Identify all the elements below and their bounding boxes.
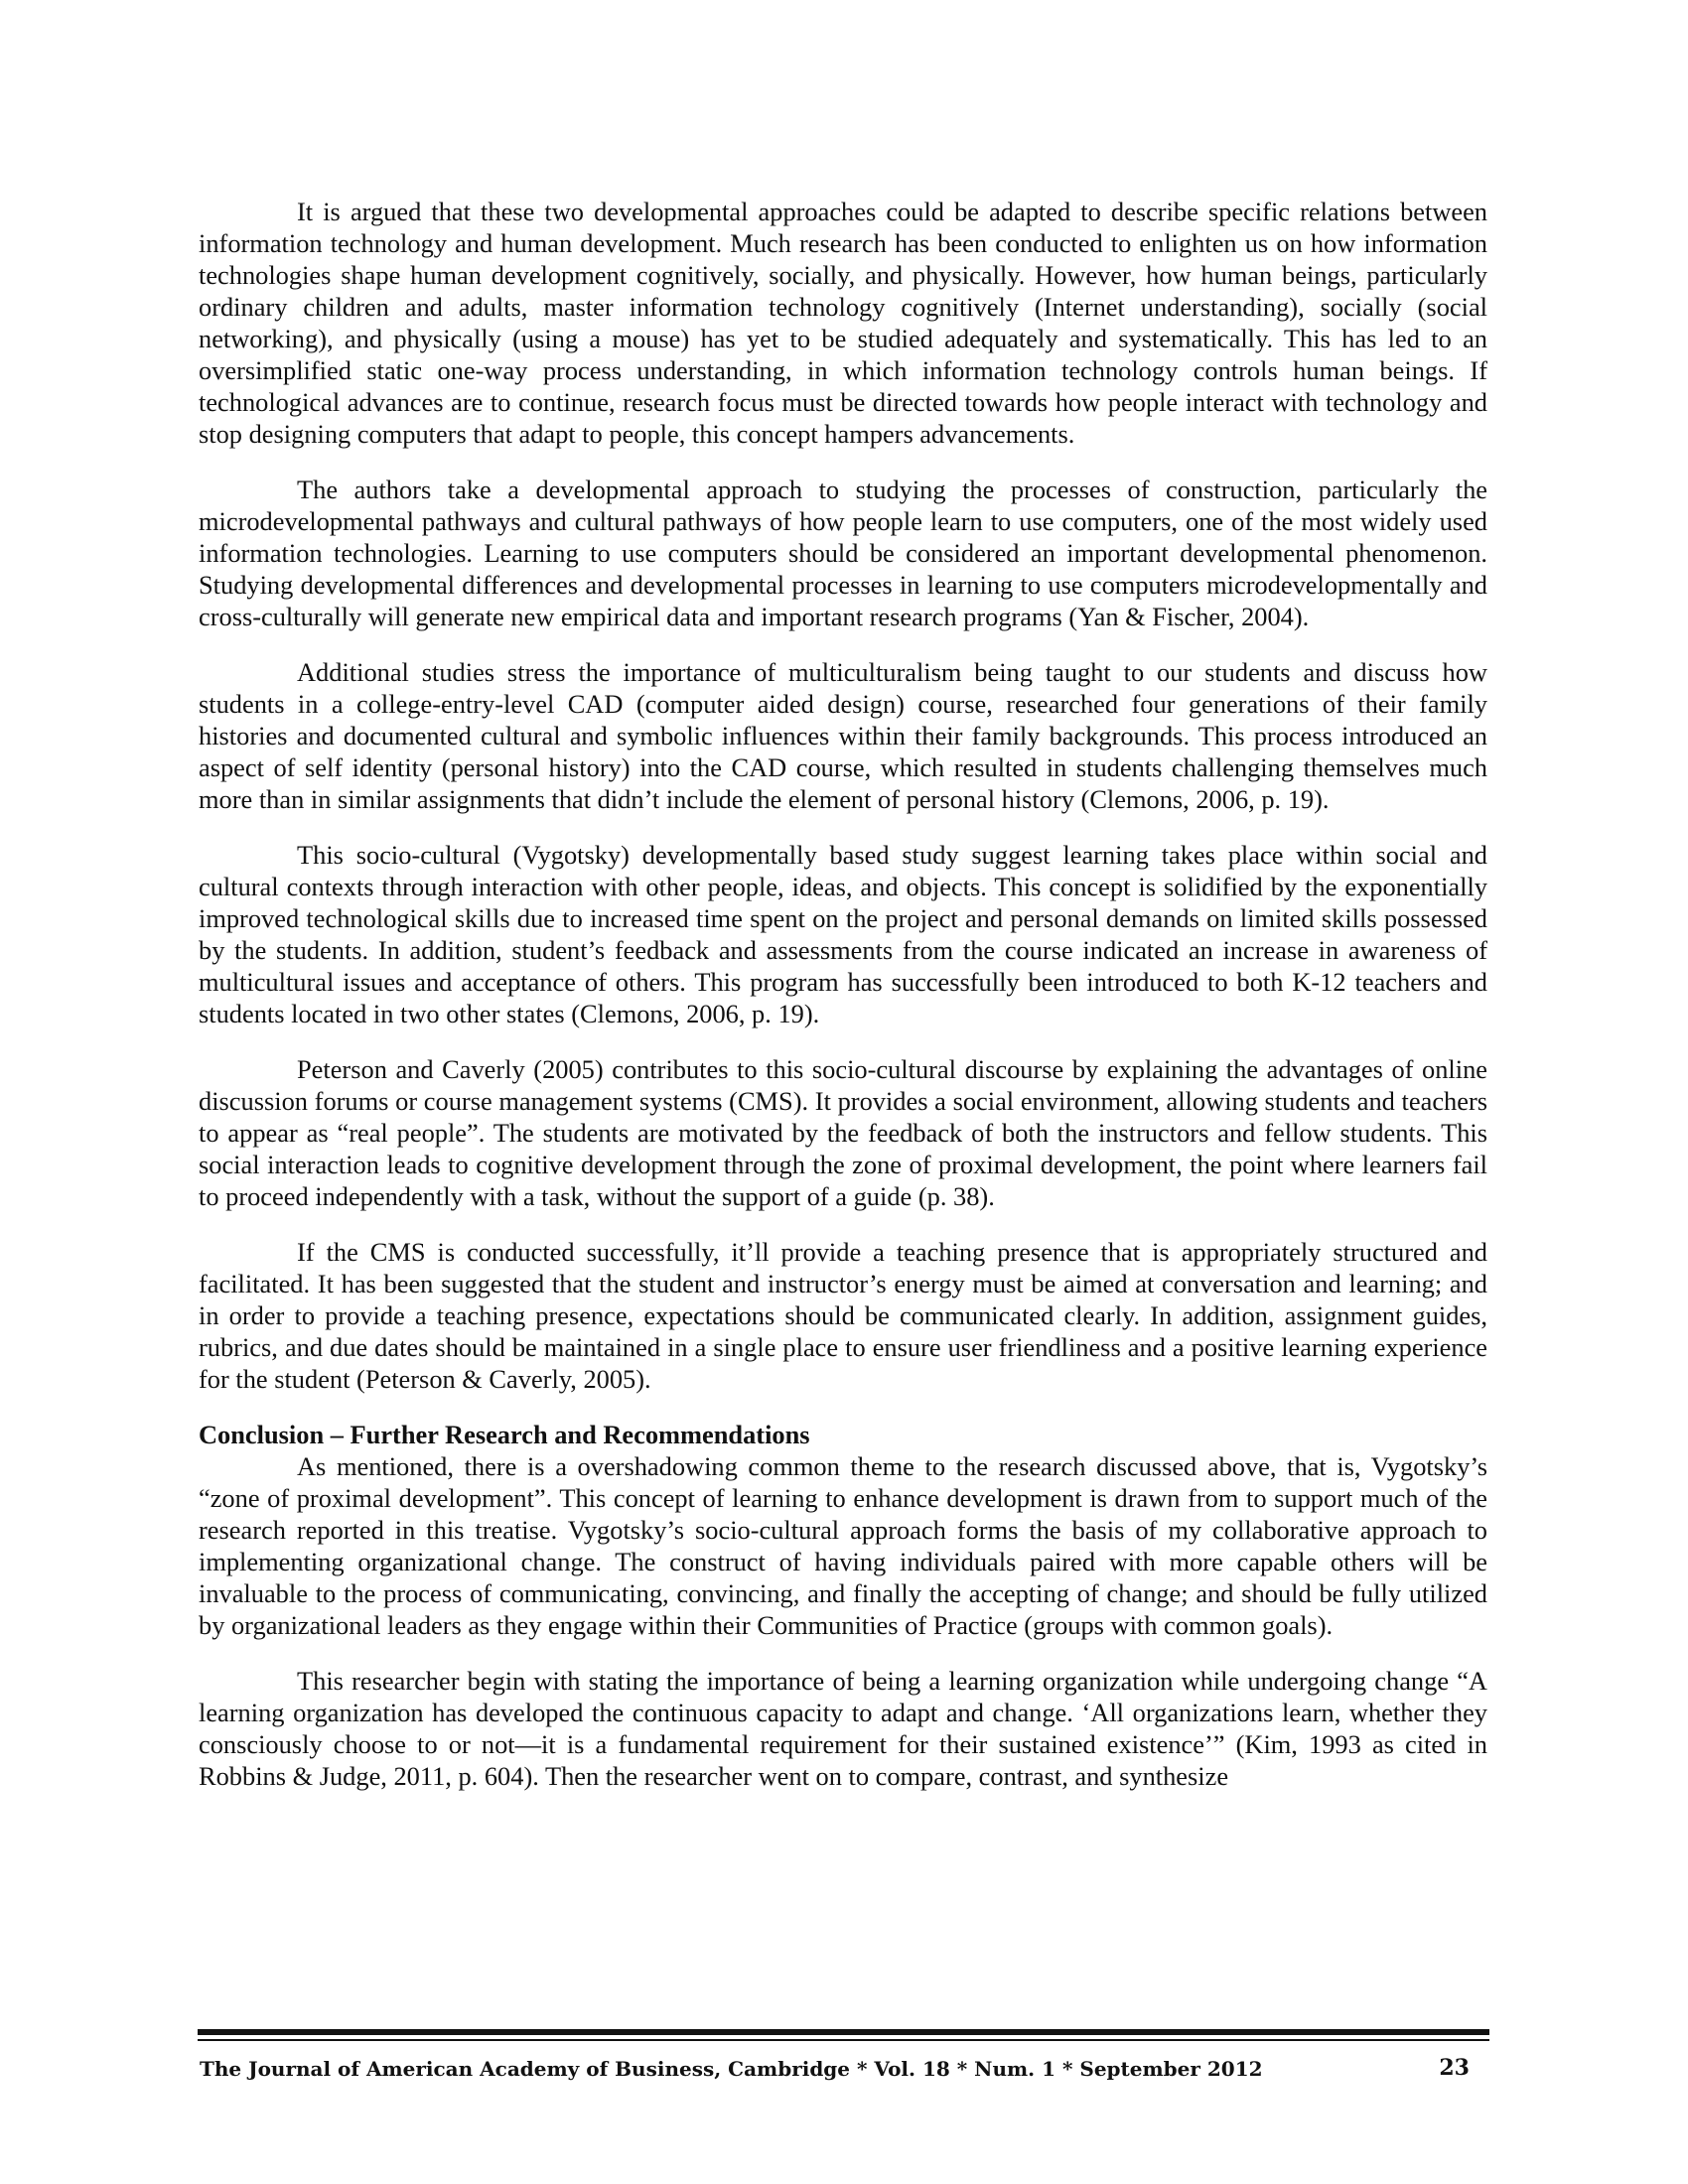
body-paragraph: The authors take a developmental approach to studying the processes of construction, particularly the microdevelopmental pathways and cultural pathways of how people learn to use computers, one of the most widely used information technologies. Learning to use computers should be considered an important developmental phenomenon. Studying developmental differences and developmental processes in learning to use computers microdevelopmentally and cross-culturally will generate new empirical data and important research programs (Yan & Fischer, 2004). (199, 475, 1487, 631)
footer-rule-thin (198, 2039, 1489, 2041)
body-paragraph: If the CMS is conducted successfully, it’ll provide a teaching presence that is appropriately structured and facilitated. It has been suggested that the student and instructor’s energy must be aimed at conversation and learning; and in order to provide a teaching presence, expectations should be communicated clearly. In addition, assignment guides, rubrics, and due dates should be maintained in a single place to ensure user friendliness and a positive learning experience for the student (Peterson & Caverly, 2005). (199, 1237, 1487, 1394)
page-number: 23 (1439, 2055, 1470, 2081)
body-paragraph: Peterson and Caverly (2005) contributes to this socio-cultural discourse by explaining the advantages of online discussion forums or course management systems (CMS). It provides a social environment, allowing students and teachers to appear as “real people”. The students are motivated by the feedback of both the instructors and fellow students. This social interaction leads to cognitive development through the zone of proximal development, the point where learners fail to proceed independently with a task, without the support of a guide (p. 38). (199, 1054, 1487, 1211)
section-heading: Conclusion – Further Research and Recommendations (199, 1420, 810, 1449)
body-paragraph: Additional studies stress the importance of multiculturalism being taught to our students and discuss how students in a college-entry-level CAD (computer aided design) course, researched four generations of their family histories and documented cultural and symbolic influences within their family backgrounds. This process introduced an aspect of self identity (personal history) into the CAD course, which resulted in students challenging themselves much more than in similar assignments that didn’t include the element of personal history (Clemons, 2006, p. 19). (199, 657, 1487, 814)
body-paragraph: As mentioned, there is a overshadowing common theme to the research discussed above, that is, Vygotsky’s “zone of proximal development”. This concept of learning to enhance development is drawn from to support much of the research reported in this treatise. Vygotsky’s socio-cultural approach forms the basis of my collaborative approach to implementing organizational change. The construct of having individuals paired with more capable others will be invaluable to the process of communicating, convincing, and finally the accepting of change; and should be fully utilized by organizational leaders as they engage within their Communities of Practice (groups with common goals). (199, 1451, 1487, 1640)
body-paragraph: This researcher begin with stating the importance of being a learning organization while undergoing change “A learning organization has developed the continuous capacity to adapt and change. ‘All organizations learn, whether they consciously choose to or not—it is a fundamental requirement for their sustained existence’” (Kim, 1993 as cited in Robbins & Judge, 2011, p. 604). Then the researcher went on to compare, contrast, and synthesize (199, 1666, 1487, 1791)
article-body (199, 196, 1487, 1792)
footer-journal-citation: The Journal of American Academy of Business, Cambridge * Vol. 18 * Num. 1 * September 2012 (200, 2057, 1263, 2081)
body-paragraph: This socio-cultural (Vygotsky) developmentally based study suggest learning takes place within social and cultural contexts through interaction with other people, ideas, and objects. This concept is solidified by the exponentially improved technological skills due to increased time spent on the project and personal demands on limited skills possessed by the students. In addition, student’s feedback and assessments from the course indicated an increase in awareness of multicultural issues and acceptance of others. This program has successfully been introduced to both K-12 teachers and students located in two other states (Clemons, 2006, p. 19). (199, 840, 1487, 1028)
footer-rule-thick (198, 2029, 1489, 2035)
body-paragraph: It is argued that these two developmental approaches could be adapted to describe specific relations between information technology and human development. Much research has been conducted to enlighten us on how information technologies shape human development cognitively, socially, and physically. However, how human beings, particularly ordinary children and adults, master information technology cognitively (Internet understanding), socially (social networking), and physically (using a mouse) has yet to be studied adequately and systematically. This has led to an oversimplified static one-way process understanding, in which information technology controls human beings. If technological advances are to continue, research focus must be directed towards how people interact with technology and stop designing computers that adapt to people, this concept hampers advancements. (199, 197, 1487, 449)
